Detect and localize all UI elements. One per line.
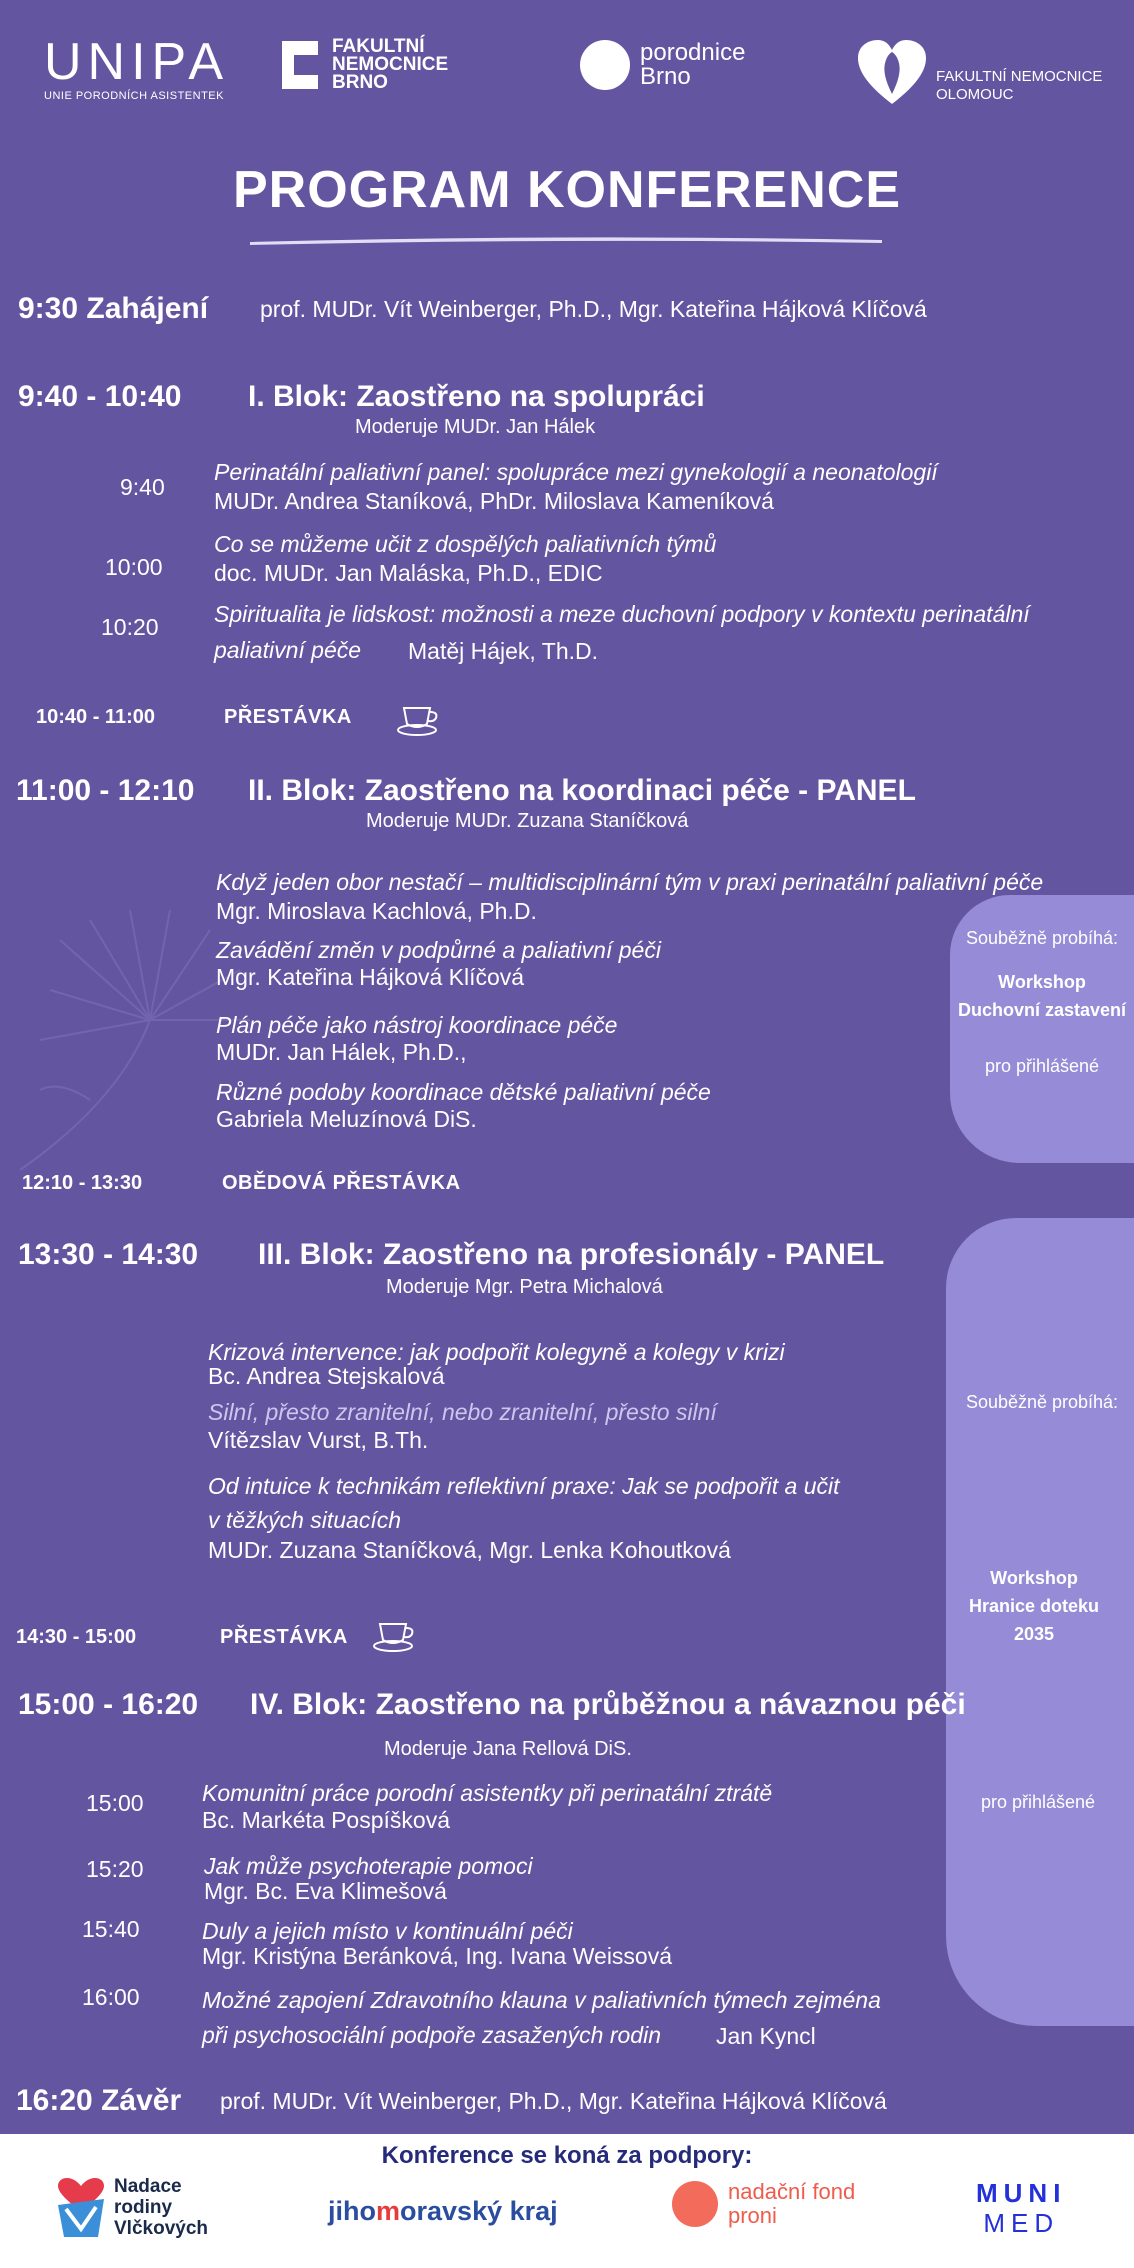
block2-talk3-speaker: MUDr. Jan Hálek, Ph.D., — [216, 1039, 467, 1065]
fn-brno-logo-mark — [282, 41, 318, 89]
fn-brno-logo-line2: NEMOCNICE — [332, 54, 449, 75]
block4-talk4-speaker: Jan Kyncl — [716, 2023, 816, 2049]
proni-line1: nadační fond — [728, 2179, 856, 2204]
unipa-logo-subtitle: UNIE PORODNÍCH ASISTENTEK — [44, 90, 224, 102]
block1-talk3-title: Spiritualita je lidskost: možnosti a meze duchovní podpory v kontextu perinatální — [214, 601, 1030, 627]
block4-talk4-time: 16:00 — [82, 1984, 140, 2010]
block2-talk2-speaker: Mgr. Kateřina Hájková Klíčová — [216, 964, 525, 990]
workshop1-registered: pro přihlášené — [984, 1056, 1100, 1076]
nadace-line1: Nadace — [114, 2176, 182, 2197]
block3-moderator: Moderuje Mgr. Petra Michalová — [386, 1276, 663, 1298]
sponsor-jihomoravsky-kraj — [328, 2196, 558, 2227]
sponsor-muni-med — [976, 2178, 1066, 2238]
block4-talk4-title: Možné zapojení Zdravotního klauna v paliativních týmech zejména — [202, 1987, 881, 2013]
break2-time: 12:10 - 13:30 — [22, 1172, 143, 1194]
porodnice-brno-line1: porodnice — [640, 39, 746, 66]
block4-moderator: Moderuje Jana Rellová DiS. — [384, 1738, 632, 1760]
fn-olomouc-logo — [856, 38, 1102, 106]
opening-time: 9:30 Zahájení — [18, 292, 209, 325]
block1-talk2-title: Co se můžeme učit z dospělých paliativních týmů — [214, 531, 717, 557]
title-underline — [250, 236, 882, 246]
block4-talk3-title: Duly a jejich místo v kontinuální péči — [202, 1918, 573, 1944]
sponsor-nadacni-fond-proni — [672, 2180, 855, 2228]
block2-talk4-speaker: Gabriela Meluzínová DiS. — [216, 1106, 477, 1132]
jmk-part2: oravský kraj — [400, 2196, 558, 2226]
break2-label: OBĚDOVÁ PŘESTÁVKA — [222, 1172, 461, 1194]
block4-talk2-title: Jak může psychoterapie pomoci — [204, 1853, 533, 1879]
workshop1-parallel: Souběžně probíhá: — [965, 928, 1119, 948]
coffee-cup-icon — [396, 702, 442, 738]
workshop2-label: Workshop — [990, 1568, 1078, 1588]
block4-talk4-title-cont: při psychosociální podpoře zasažených rodin — [202, 2022, 661, 2048]
muni-line: MUNI — [976, 2178, 1067, 2208]
break1-label: PŘESTÁVKA — [224, 706, 352, 728]
porodnice-brno-logo — [580, 40, 745, 90]
workshop1-label: Workshop — [998, 972, 1086, 992]
nadace-line3: Vlčkových — [114, 2218, 208, 2239]
block3-talk3-title-cont: v těžkých situacích — [208, 1507, 402, 1533]
block2-title: II. Blok: Zaostřeno na koordinaci péče - PANEL — [248, 774, 916, 807]
block1-time: 9:40 - 10:40 — [18, 380, 182, 413]
med-line: MED — [983, 2208, 1060, 2238]
block4-title: IV. Blok: Zaostřeno na průběžnou a návaznou péči — [250, 1688, 966, 1721]
workshop2-parallel: Souběžně probíhá: — [965, 1392, 1119, 1412]
block4-talk1-time: 15:00 — [86, 1790, 144, 1816]
jmk-part1: jiho — [328, 2196, 376, 2226]
block4-talk2-speaker: Mgr. Bc. Eva Klimešová — [204, 1878, 447, 1904]
fn-olomouc-line2: OLOMOUC — [936, 86, 1014, 103]
block4-talk3-time: 15:40 — [82, 1916, 140, 1942]
fn-brno-logo-line3: BRNO — [332, 72, 388, 93]
coffee-cup-icon — [372, 1618, 418, 1654]
block1-talk1-speaker: MUDr. Andrea Staníková, PhDr. Miloslava Kameníková — [214, 488, 774, 514]
nadace-line2: rodiny — [114, 2197, 173, 2218]
sponsors-title: Konference se koná za podpory: — [381, 2142, 753, 2169]
fn-olomouc-heart-icon — [856, 38, 928, 106]
block2-talk2-title: Zavádění změn v podpůrné a paliativní péči — [216, 937, 661, 963]
opening-people: prof. MUDr. Vít Weinberger, Ph.D., Mgr. Kateřina Hájková Klíčová — [260, 296, 927, 322]
block3-talk1-speaker: Bc. Andrea Stejskalová — [208, 1363, 445, 1389]
fn-brno-logo — [282, 38, 448, 92]
block2-talk4-title: Různé podoby koordinace dětské paliativní péče — [216, 1079, 711, 1105]
unipa-logo-mark: UNIPA — [44, 33, 230, 91]
break3-label: PŘESTÁVKA — [220, 1626, 348, 1648]
block2-time: 11:00 - 12:10 — [16, 774, 195, 807]
block3-talk2-speaker: Vítězslav Vurst, B.Th. — [208, 1427, 429, 1453]
porodnice-brno-line2: Brno — [640, 63, 691, 90]
break3-time: 14:30 - 15:00 — [16, 1626, 137, 1648]
block1-title: I. Blok: Zaostřeno na spolupráci — [248, 380, 705, 413]
block1-moderator: Moderuje MUDr. Jan Hálek — [355, 416, 596, 438]
closing-people: prof. MUDr. Vít Weinberger, Ph.D., Mgr. Kateřina Hájková Klíčová — [220, 2088, 887, 2114]
block3-talk2-title: Silní, přesto zranitelní, nebo zranitelní, přesto silní — [208, 1399, 717, 1425]
block1-talk3-time: 10:20 — [101, 614, 159, 640]
block3-time: 13:30 - 14:30 — [18, 1238, 199, 1271]
porodnice-brno-logo-mark — [580, 40, 630, 90]
proni-logo-mark — [672, 2181, 718, 2227]
sponsor-nadace-vlckovych — [56, 2176, 208, 2239]
nadace-vlckovych-heart-icon — [56, 2177, 106, 2239]
workshop2-year: 2035 — [1013, 1624, 1055, 1644]
block2-moderator: Moderuje MUDr. Zuzana Staníčková — [366, 810, 689, 832]
block4-talk3-speaker: Mgr. Kristýna Beránková, Ing. Ivana Weissová — [202, 1943, 673, 1969]
unipa-logo — [44, 33, 230, 102]
block1-talk1-title: Perinatální paliativní panel: spolupráce mezi gynekologií a neonatologií — [214, 459, 938, 485]
block4-time: 15:00 - 16:20 — [18, 1688, 199, 1721]
block4-talk1-title: Komunitní práce porodní asistentky při perinatální ztrátě — [202, 1780, 773, 1806]
page-title: PROGRAM KONFERENCE — [232, 161, 902, 219]
block1-talk2-time: 10:00 — [105, 554, 163, 580]
block3-talk3-title: Od intuice k technikám reflektivní praxe: Jak se podpořit a učit — [208, 1473, 840, 1499]
workshop2-name: Hranice doteku — [968, 1596, 1100, 1616]
fn-brno-logo-line1: FAKULTNÍ — [332, 36, 425, 57]
block1-talk2-speaker: doc. MUDr. Jan Maláska, Ph.D., EDIC — [214, 560, 603, 586]
break1-time: 10:40 - 11:00 — [36, 706, 155, 728]
block4-talk2-time: 15:20 — [86, 1856, 144, 1882]
fn-olomouc-line1: FAKULTNÍ NEMOCNICE — [936, 68, 1103, 85]
workshop1-name: Duchovní zastavení — [957, 1000, 1127, 1020]
block1-talk3-title-cont: paliativní péče — [214, 637, 362, 663]
block3-talk1-title: Krizová intervence: jak podpořit kolegyně a kolegy v krizi — [208, 1339, 785, 1365]
block2-talk1-speaker: Mgr. Miroslava Kachlová, Ph.D. — [216, 898, 537, 924]
block2-talk1-title: Když jeden obor nestačí – multidisciplinární tým v praxi perinatální paliativní péče — [216, 869, 1044, 895]
block4-talk1-speaker: Bc. Markéta Pospíšková — [202, 1807, 450, 1833]
workshop2-registered: pro přihlášené — [980, 1792, 1096, 1812]
block3-talk3-speaker: MUDr. Zuzana Staníčková, Mgr. Lenka Kohoutková — [208, 1537, 731, 1563]
jmk-accent: m — [376, 2196, 401, 2226]
block3-title: III. Blok: Zaostřeno na profesionály - PANEL — [258, 1238, 885, 1271]
closing-time: 16:20 Závěr — [16, 2084, 182, 2117]
proni-line2: proni — [728, 2203, 777, 2228]
block2-talk3-title: Plán péče jako nástroj koordinace péče — [216, 1012, 618, 1038]
block1-talk1-time: 9:40 — [120, 474, 165, 500]
block1-talk3-speaker: Matěj Hájek, Th.D. — [408, 638, 599, 664]
